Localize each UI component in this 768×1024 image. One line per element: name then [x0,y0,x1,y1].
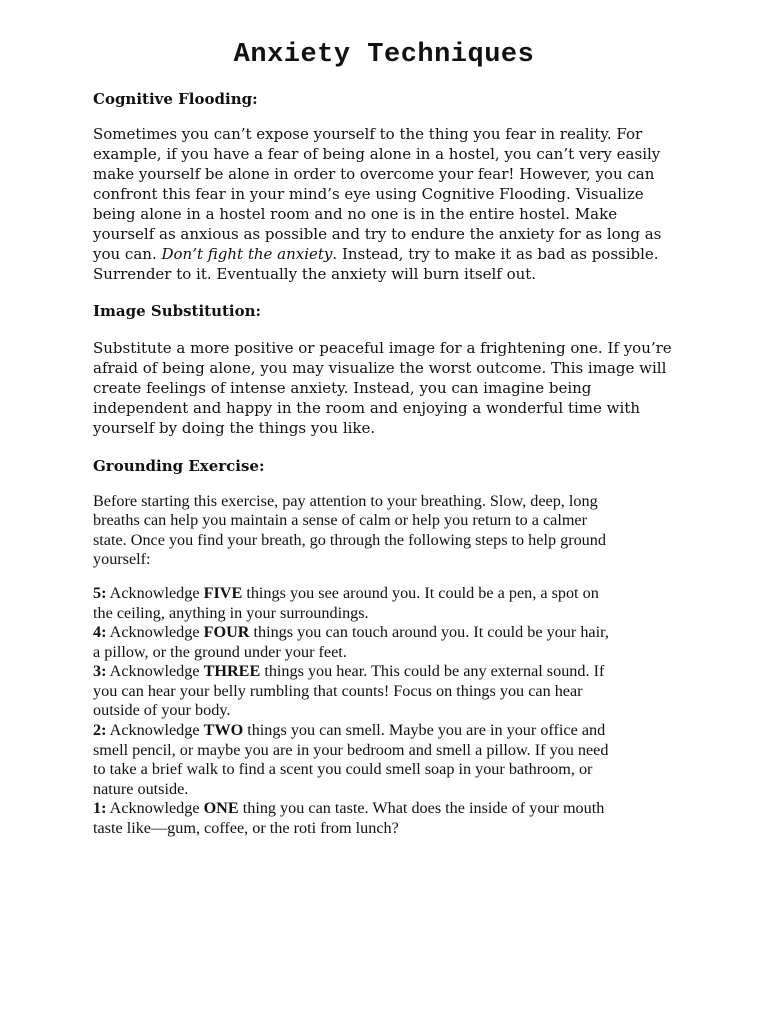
text-line: the ceiling, anything in your surroundings. [93,603,369,622]
text-line: Surrender to it. Eventually the anxiety will burn itself out. [93,265,537,283]
text-fragment: you can. [93,245,162,263]
text-line: Before starting this exercise, pay attention to your breathing. Slow, deep, long [93,492,598,510]
text-line: independent and happy in the room and enjoying a wonderful time with [93,399,641,417]
text-line: nature outside. [93,779,189,798]
text-line: smell pencil, or maybe you are in your bedroom and smell a pillow. If you need [93,740,609,759]
text-fragment: Acknowledge [106,662,204,680]
paragraph-image-substitution [93,338,683,438]
text-line: make yourself be alone in order to overcome your fear! However, you can [93,165,655,183]
step-keyword: TWO [203,721,244,739]
text-fragment: Acknowledge [106,721,204,739]
step-keyword: FIVE [203,584,243,602]
step-keyword: THREE [203,662,261,680]
list-item-step-1 [93,799,693,838]
text-line: yourself: [93,549,151,568]
text-fragment: . Instead, try to make it as bad as possible. [332,245,659,263]
paragraph-grounding-intro [93,492,693,569]
list-item-step-5 [93,584,693,623]
step-number: 3: [93,662,107,680]
section-heading-grounding-exercise: Grounding Exercise: [93,457,265,475]
step-keyword: FOUR [203,623,250,641]
text-line: create feelings of intense anxiety. Instead, you can imagine being [93,379,592,397]
step-number: 4: [93,623,107,641]
text-line: state. Once you find your breath, go through the following steps to help ground [93,530,606,549]
text-line: Sometimes you can’t expose yourself to the thing you fear in reality. For [93,125,643,143]
text-fragment: Acknowledge [106,584,204,602]
text-line: yourself as anxious as possible and try to endure the anxiety for as long as [93,225,662,243]
text-line: yourself by doing the things you like. [93,419,376,437]
text-line: example, if you have a fear of being alone in a hostel, you can’t very easily [93,145,661,163]
list-item-step-2 [93,721,693,799]
text-fragment: things you hear. This could be any external sound. If [260,662,605,680]
step-keyword: ONE [203,799,239,817]
text-line: a pillow, or the ground under your feet. [93,642,347,661]
text-fragment: Acknowledge [106,799,204,817]
step-number: 5: [93,584,107,602]
step-number: 1: [93,799,107,817]
text-fragment: things you can touch around you. It could be your hair, [249,623,609,641]
list-item-step-3 [93,662,693,721]
text-line: afraid of being alone, you may visualize the worst outcome. This image will [93,359,667,377]
section-heading-image-substitution: Image Substitution: [93,302,262,320]
text-fragment: things you can smell. Maybe you are in your office and [243,721,606,739]
section-heading-cognitive-flooding: Cognitive Flooding: [93,90,258,108]
text-line [93,721,693,741]
text-line [93,584,693,604]
text-line [93,799,693,819]
text-line: to take a brief walk to find a scent you could smell soap in your bathroom, or [93,760,593,778]
step-number: 2: [93,721,107,739]
emphasis-text: Don’t fight the anxiety [161,245,333,263]
text-fragment: things you see around you. It could be a pen, a spot on [242,584,599,602]
text-line: confront this fear in your mind’s eye using Cognitive Flooding. Visualize [93,185,644,203]
text-line: taste like—gum, coffee, or the roti from lunch? [93,818,399,837]
text-line: you can hear your belly rumbling that counts! Focus on things you can hear [93,681,583,700]
text-line: Substitute a more positive or peaceful image for a frightening one. If you’re [93,339,672,357]
text-line [93,244,683,264]
text-line [93,662,693,682]
text-line: outside of your body. [93,701,231,719]
text-fragment: thing you can taste. What does the inside of your mouth [238,799,605,817]
paragraph-cognitive-flooding [93,124,683,284]
page-title: Anxiety Techniques [233,40,535,70]
text-line [93,623,693,643]
list-item-step-4 [93,623,693,662]
text-fragment: Acknowledge [106,623,204,641]
text-line: being alone in a hostel room and no one is in the entire hostel. Make [93,205,618,223]
text-line: breaths can help you maintain a sense of calm or help you return to a calmer [93,511,587,530]
